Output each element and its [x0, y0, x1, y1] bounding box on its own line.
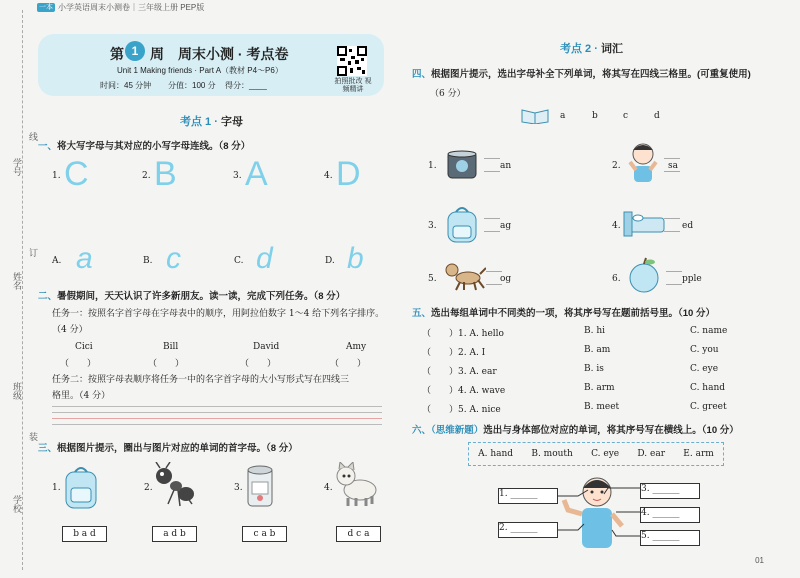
q1-lower-label: A.: [52, 256, 62, 266]
book-icon: [520, 106, 550, 124]
word-suffix: ag: [500, 221, 512, 231]
q5-row[interactable]: （ ）1. A. hello: [422, 329, 504, 339]
task1-text: 任务一：按照名字首字母在字母表中的顺序，用阿拉伯数字 1～4 给下列名字排序。: [52, 309, 385, 319]
q6-blank[interactable]: 4. ______: [640, 507, 700, 523]
unit-line: Unit 1 Making friends · Part A（教材 P4～P6）: [117, 66, 283, 75]
side-label-number: 学号: [11, 158, 21, 176]
q1-upper-num: 1.: [52, 171, 61, 181]
time-info: 时间：45 分钟: [100, 81, 152, 90]
boy-saying-icon: [626, 140, 660, 184]
q5-option-c: C. eye: [690, 364, 719, 374]
q5-option-c: C. greet: [690, 402, 727, 412]
side-label-name: 姓名: [11, 272, 21, 290]
name-cici: Cici: [75, 342, 93, 352]
four-line-blank[interactable]: [664, 218, 680, 232]
task1-points: （4 分）: [52, 325, 88, 335]
word-option: B. mouth: [531, 449, 573, 459]
q4-num: 2.: [612, 161, 621, 171]
q1-lower-label: C.: [234, 256, 244, 266]
week-prefix: 第: [110, 46, 124, 62]
order-paren[interactable]: （ ）: [240, 359, 277, 369]
q3-options[interactable]: b a d: [62, 526, 107, 542]
qr-caption: 拍照批改 视频精讲: [334, 78, 372, 93]
upper-letter: D: [336, 155, 361, 193]
four-line-blank[interactable]: [484, 218, 500, 232]
q6-blank[interactable]: 5. ______: [640, 530, 700, 546]
q3-text: 三、根据图片提示，圈出与图片对应的单词的首字母。（8 分）: [38, 443, 298, 454]
dog-icon: [440, 258, 486, 292]
name-bill: Bill: [163, 342, 179, 352]
q5-option-b: B. arm: [584, 383, 615, 393]
q5-option-c: C. hand: [690, 383, 726, 393]
q3-num: 4.: [324, 483, 333, 493]
can-icon: [444, 148, 480, 180]
word-option: E. arm: [683, 449, 714, 459]
q4-num: 3.: [428, 221, 437, 231]
q1-upper-num: 4.: [324, 171, 333, 181]
q4-num: 4.: [612, 221, 621, 231]
task2-text-cont: 格里。（4 分）: [52, 391, 111, 401]
q2-text: 二、暑假期间，天天认识了许多新朋友。读一读，完成下列任务。（8 分）: [38, 291, 346, 302]
lower-letter: d: [256, 242, 273, 275]
q4-points: （6 分）: [430, 89, 466, 99]
q5-option-c: C. name: [690, 326, 728, 336]
q5-row[interactable]: （ ）4. A. wave: [422, 386, 506, 396]
kp1-heading: 考点 1 · 字母: [180, 116, 243, 128]
q6-text: 六、（思维新题）选出与身体部位对应的单词，将其序号写在横线上。（10 分）: [412, 425, 739, 436]
q1-lower-label: B.: [143, 256, 153, 266]
q1-upper-num: 3.: [233, 171, 242, 181]
q4-text: 四、根据图片提示，选出字母补全下列单词，将其写在四线三格里。(可重复使用): [412, 69, 751, 80]
word-suffix: ed: [682, 221, 694, 231]
week-number: 1: [125, 41, 145, 61]
word-suffix: sa: [668, 161, 678, 171]
order-paren[interactable]: （ ）: [330, 359, 367, 369]
score-info: 分值：100 分: [168, 81, 216, 90]
letter-option: d: [654, 111, 660, 121]
task2-text: 任务二：按照字母表顺序将任务一中的名字首字母的大小写形式写在四线三: [52, 375, 350, 385]
header-tag: 一本: [39, 4, 53, 11]
side-label-class: 班级: [11, 382, 21, 400]
q1-upper-num: 2.: [142, 171, 151, 181]
side-mark: 线: [27, 132, 37, 141]
name-david: David: [253, 342, 280, 352]
q3-options[interactable]: d c a: [336, 526, 381, 542]
q5-option-c: C. you: [690, 345, 719, 355]
letter-option: b: [592, 111, 598, 121]
q5-row[interactable]: （ ）2. A. I: [422, 348, 486, 358]
q3-num: 2.: [144, 483, 153, 493]
kp2-heading: 考点 2 · 词汇: [560, 43, 623, 55]
ant-icon: [152, 462, 196, 508]
connector-lines: [558, 480, 642, 550]
page-number: 01: [755, 556, 764, 565]
q3-options[interactable]: c a b: [242, 526, 287, 542]
bag-icon: [444, 204, 480, 244]
side-mark: 装: [27, 432, 37, 441]
q1-text: 一、将大写字母与其对应的小写字母连线。（8 分）: [38, 141, 251, 152]
word-bank: [468, 442, 724, 466]
banner-title: 周 周末小测 · 考点卷: [150, 46, 289, 62]
q5-row[interactable]: （ ）5. A. nice: [422, 405, 501, 415]
word-option: C. eye: [591, 449, 620, 459]
lower-letter: b: [347, 242, 364, 275]
q4-num: 1.: [428, 161, 437, 171]
q3-options[interactable]: a d b: [152, 526, 197, 542]
four-line-grid[interactable]: [52, 406, 382, 425]
q5-option-b: B. is: [584, 364, 604, 374]
backpack-icon: [62, 464, 100, 510]
upper-letter: A: [245, 155, 268, 193]
got-score: 得分：____: [225, 81, 267, 90]
order-paren[interactable]: （ ）: [148, 359, 185, 369]
q5-option-b: B. meet: [584, 402, 620, 412]
upper-letter: C: [64, 155, 89, 193]
q5-option-b: B. am: [584, 345, 611, 355]
letter-option: c: [623, 111, 629, 121]
q6-blank[interactable]: 1. ______: [498, 488, 558, 504]
q4-num: 6.: [612, 274, 621, 284]
apple-icon: [626, 256, 662, 294]
name-amy: Amy: [346, 342, 367, 352]
upper-letter: B: [154, 155, 177, 193]
q5-option-b: B. hi: [584, 326, 606, 336]
q4-num: 5.: [428, 274, 437, 284]
binding-line: [22, 10, 23, 570]
word-option: A. hand: [478, 449, 514, 459]
bed-icon: [622, 208, 666, 238]
q3-num: 3.: [234, 483, 243, 493]
four-line-blank[interactable]: [666, 271, 682, 285]
side-label-school: 学校: [11, 495, 21, 513]
qr-code-icon[interactable]: [337, 46, 367, 76]
word-suffix: an: [500, 161, 512, 171]
q5-text: 五、选出每组单词中不同类的一项，将其序号写在题前括号里。（10 分）: [412, 308, 715, 319]
lower-letter: c: [166, 242, 181, 275]
letter-option: a: [560, 111, 566, 121]
can-icon: [244, 464, 276, 508]
word-suffix: pple: [682, 274, 702, 284]
lower-letter: a: [76, 242, 93, 275]
q6-blank[interactable]: 2. ______: [498, 522, 558, 538]
side-mark: 订: [27, 248, 37, 257]
word-option: D. ear: [637, 449, 666, 459]
q6-blank[interactable]: 3. ______: [640, 483, 700, 499]
order-paren[interactable]: （ ）: [60, 359, 97, 369]
dog-icon: [334, 462, 380, 506]
header-title: 小学英语周末小测卷｜三年级上册 PEP版: [58, 3, 205, 12]
q1-lower-label: D.: [325, 256, 335, 266]
four-line-blank[interactable]: [484, 158, 500, 172]
q3-num: 1.: [52, 483, 61, 493]
q5-row[interactable]: （ ）3. A. ear: [422, 367, 497, 377]
word-suffix: og: [500, 274, 512, 284]
